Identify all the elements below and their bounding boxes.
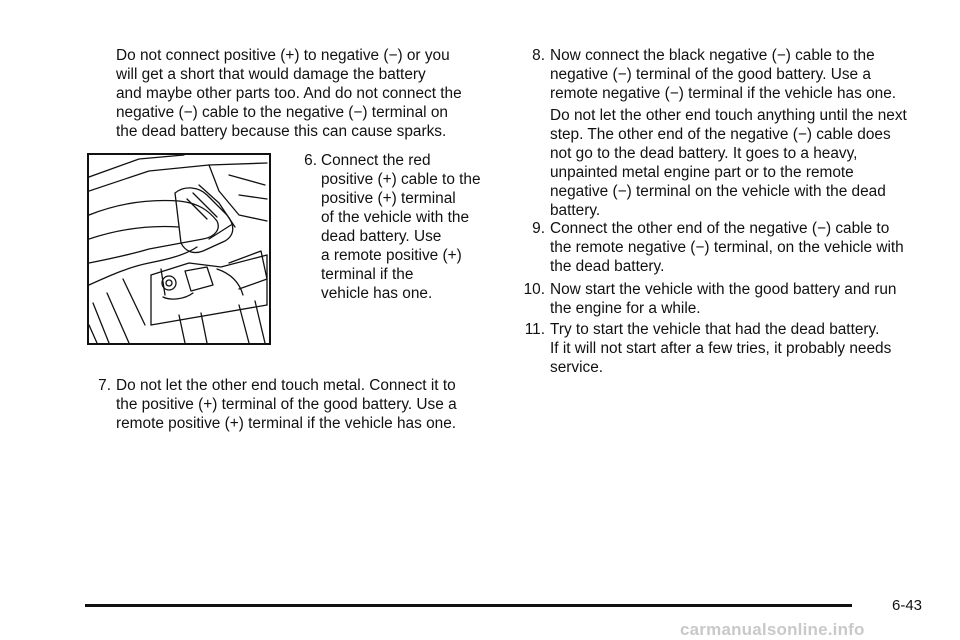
text-line: positive (+) cable to the <box>321 171 481 188</box>
text-line: of the vehicle with the <box>321 209 470 226</box>
step-number: 9. <box>532 220 545 237</box>
text-line: Do not let the other end touch metal. Connect it to <box>116 377 456 394</box>
text-line: negative (−) terminal on the vehicle with the dead <box>550 183 886 200</box>
text-line: the dead battery. <box>550 258 665 275</box>
step-number: 6. <box>304 152 317 169</box>
text-line: Now connect the black negative (−) cable to the <box>550 47 875 64</box>
step-6-text <box>321 151 481 303</box>
page-number: 6-43 <box>892 597 923 614</box>
text-line: Now start the vehicle with the good battery and run <box>550 281 897 298</box>
text-line: positive (+) terminal <box>321 190 456 207</box>
text-line: a remote positive (+) <box>321 247 462 264</box>
text-line: negative (−) terminal of the good battery. Use a <box>550 66 871 83</box>
text-line: not go to the dead battery. It goes to a heavy, <box>550 145 858 162</box>
step-8-note <box>550 106 907 220</box>
text-line: will get a short that would damage the battery <box>116 66 426 83</box>
step-number: 10. <box>523 281 545 298</box>
site-watermark: carmanualsonline.info <box>680 620 865 639</box>
text-line: battery. <box>550 202 601 219</box>
text-line: Connect the other end of the negative (−) cable to <box>550 220 890 237</box>
text-line: the dead battery because this can cause sparks. <box>116 123 447 140</box>
step-number: 11. <box>524 321 545 338</box>
text-line: terminal if the <box>321 266 414 283</box>
step-number: 8. <box>532 47 545 64</box>
step-9-text <box>550 219 904 276</box>
text-line: Do not let the other end touch anything until the next <box>550 107 907 124</box>
text-line: the remote negative (−) terminal, on the vehicle with <box>550 239 904 256</box>
step-10-text <box>550 280 897 318</box>
step-8-text <box>550 46 896 103</box>
text-line: unpainted metal engine part or to the remote <box>550 164 854 181</box>
text-line: Try to start the vehicle that had the dead battery. <box>550 321 880 338</box>
text-line: service. <box>550 359 604 376</box>
text-line: step. The other end of the negative (−) cable does <box>550 126 891 143</box>
footer-rule <box>85 604 852 607</box>
text-line: If it will not start after a few tries, it probably needs <box>550 340 892 357</box>
step-11-text <box>550 320 891 377</box>
text-line: and maybe other parts too. And do not connect the <box>116 85 462 102</box>
text-line: negative (−) cable to the negative (−) terminal on <box>116 104 448 121</box>
text-line: Do not connect positive (+) to negative (−) or you <box>116 47 450 64</box>
text-line: the positive (+) terminal of the good battery. Use a <box>116 396 457 413</box>
text-line: remote negative (−) terminal if the vehicle has one. <box>550 85 897 102</box>
text-line: remote positive (+) terminal if the vehicle has one. <box>116 415 457 432</box>
intro-paragraph <box>116 46 462 141</box>
step-number: 7. <box>98 377 111 394</box>
text-line: Connect the red <box>321 152 431 169</box>
text-line: vehicle has one. <box>321 285 433 302</box>
battery-clamp-drawing <box>89 155 269 343</box>
text-line: dead battery. Use <box>321 228 442 245</box>
battery-clamp-illustration <box>87 153 271 345</box>
step-7-text <box>116 376 457 433</box>
text-line: the engine for a while. <box>550 300 701 317</box>
